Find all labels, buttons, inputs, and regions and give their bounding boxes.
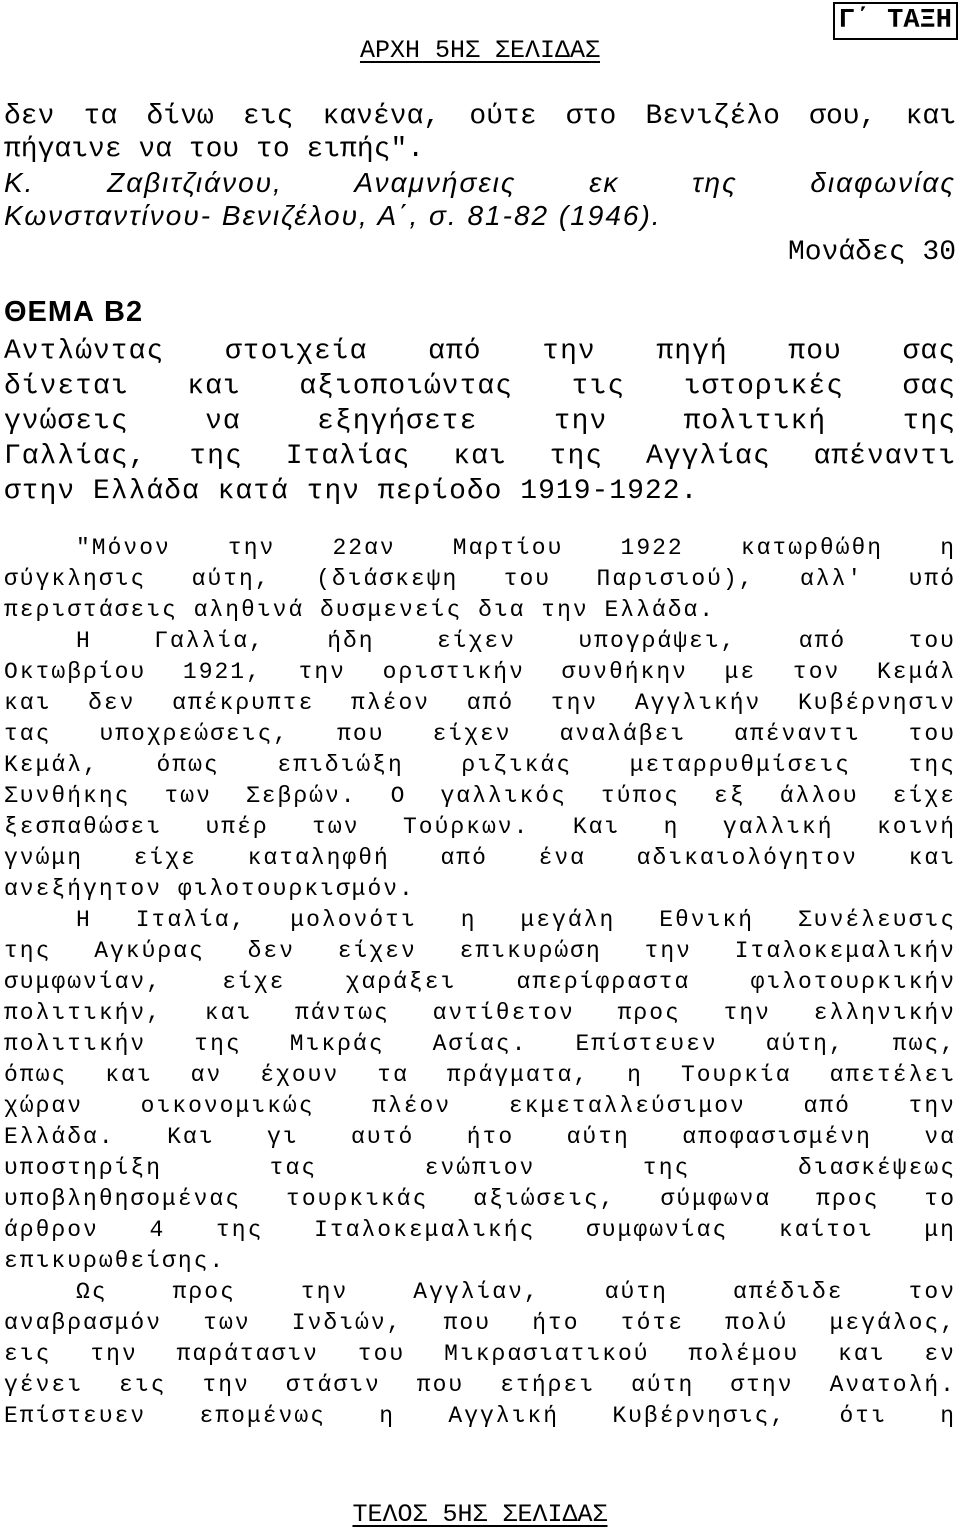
quote-line: πολιτικήν, και πάντως αντίθετον προς την ελληνικήν: [4, 1000, 956, 1026]
quote-line: γνώμη είχε καταληφθή από ένα αδικαιολόγητον και: [4, 845, 956, 871]
citation-line-2: Κωνσταντίνου- Βενιζέλου, Α΄, σ. 81-82 (1946).: [4, 200, 662, 231]
quote-line: χώραν οικονομικώς πλέον εκμεταλλεύσιμον από την: [4, 1093, 956, 1119]
page-end-title: ΤΕΛΟΣ 5ΗΣ ΣΕΛΙΔΑΣ: [352, 1500, 608, 1529]
quote-line: γένει εις την στάσιν που ετήρει αύτη στην Ανατολή.: [4, 1372, 956, 1398]
question-line-5: στην Ελλάδα κατά την περίοδο 1919-1922.: [4, 476, 699, 507]
quote-text-block: [4, 533, 956, 1432]
quote-line: και δεν απέκρυπτε πλέον από την Αγγλικήν Κυβέρνησιν: [4, 690, 956, 716]
quote-line: Η Ιταλία, μολονότι η μεγάλη Εθνική Συνέλευσις: [76, 907, 956, 933]
quote-line: υποστηρίξη τας ενώπιον της διασκέψεως: [4, 1155, 956, 1181]
quote-line: όπως και αν έχουν τα πράγματα, η Τουρκία απετέλει: [4, 1062, 956, 1088]
quote-line: περιστάσεις αληθινά δυσμενείς δια την Ελλάδα.: [4, 597, 716, 623]
quote-line: άρθρον 4 της Ιταλοκεμαλικής συμφωνίας καίτοι μη: [4, 1217, 956, 1243]
citation-line-1: Κ. Ζαβιτζιάνου, Αναμνήσεις εκ της διαφωνίας: [4, 167, 956, 198]
source-line-1: δεν τα δίνω εις κανένα, ούτε στο Βενιζέλο σου, και: [4, 101, 956, 132]
quote-line: ανεξήγητον φιλοτουρκισμόν.: [4, 876, 415, 902]
quote-line: πολιτικήν της Μικράς Ασίας. Επίστευεν αύτη, πως,: [4, 1031, 956, 1057]
quote-line: Κεμάλ, όπως επιδιώξη ριζικάς μεταρρυθμίσεις της: [4, 752, 956, 778]
quote-line: Η Γαλλία, ήδη είχεν υπογράψει, από του: [76, 628, 956, 654]
quote-line: τας υποχρεώσεις, που είχεν αναλάβει απέναντι του: [4, 721, 956, 747]
quote-line: συμφωνίαν, είχε χαράξει απερίφραστα φιλοτουρκικήν: [4, 969, 956, 995]
quote-line: επικυρωθείσης.: [4, 1248, 226, 1274]
quote-line: Συνθήκης των Σεβρών. Ο γαλλικός τύπος εξ άλλου είχε: [4, 783, 956, 809]
quote-line: Ως προς την Αγγλίαν, αύτη απέδιδε τον: [76, 1279, 956, 1305]
question-line-2: δίνεται και αξιοποιώντας τις ιστορικές σας: [4, 371, 956, 402]
quote-line: Ελλάδα. Και γι αυτό ήτο αύτη αποφασισμένη να: [4, 1124, 956, 1150]
quote-line: Οκτωβρίου 1921, την οριστικήν συνθήκην με τον Κεμάλ: [4, 659, 956, 685]
quote-line: ξεσπαθώσει υπέρ των Τούρκων. Και η γαλλική κοινή: [4, 814, 956, 840]
quote-line: Επίστευεν επομένως η Αγγλική Κυβέρνησις, ότι η: [4, 1403, 956, 1429]
theme-question: [4, 334, 956, 509]
quote-line: εις την παράτασιν του Μικρασιατικού πολέμου και εν: [4, 1341, 956, 1367]
units-label: Μονάδες 30: [787, 237, 956, 268]
class-label-box: Γ΄ ΤΑΞΗ: [833, 2, 958, 40]
quote-line: υποβληθησομένας τουρκικάς αξιώσεις, σύμφωνα προς το: [4, 1186, 956, 1212]
quote-line: της Αγκύρας δεν είχεν επικυρώση την Ιταλοκεμαλικήν: [4, 938, 956, 964]
question-line-4: Γαλλίας, της Ιταλίας και της Αγγλίας απέναντι: [4, 441, 956, 472]
quote-line: "Μόνον την 22αν Μαρτίου 1922 κατωρθώθη η: [76, 535, 956, 561]
source-line-2: πήγαινε να του το ειπής".: [4, 134, 425, 165]
quote-line: αναβρασμόν των Ινδιών, που ήτο τότε πολύ μεγάλος,: [4, 1310, 956, 1336]
theme-title: ΘΕΜΑ Β2: [4, 296, 144, 328]
source-text-block: [4, 100, 956, 269]
question-line-1: Αντλώντας στοιχεία από την πηγή που σας: [4, 336, 956, 367]
question-line-3: γνώσεις να εξηγήσετε την πολιτική της: [4, 406, 956, 437]
page-start-title: ΑΡΧΗ 5ΗΣ ΣΕΛΙΔΑΣ: [359, 36, 601, 65]
quote-line: σύγκλησις αύτη, (διάσκεψη του Παρισιού), αλλ' υπό: [4, 566, 956, 592]
